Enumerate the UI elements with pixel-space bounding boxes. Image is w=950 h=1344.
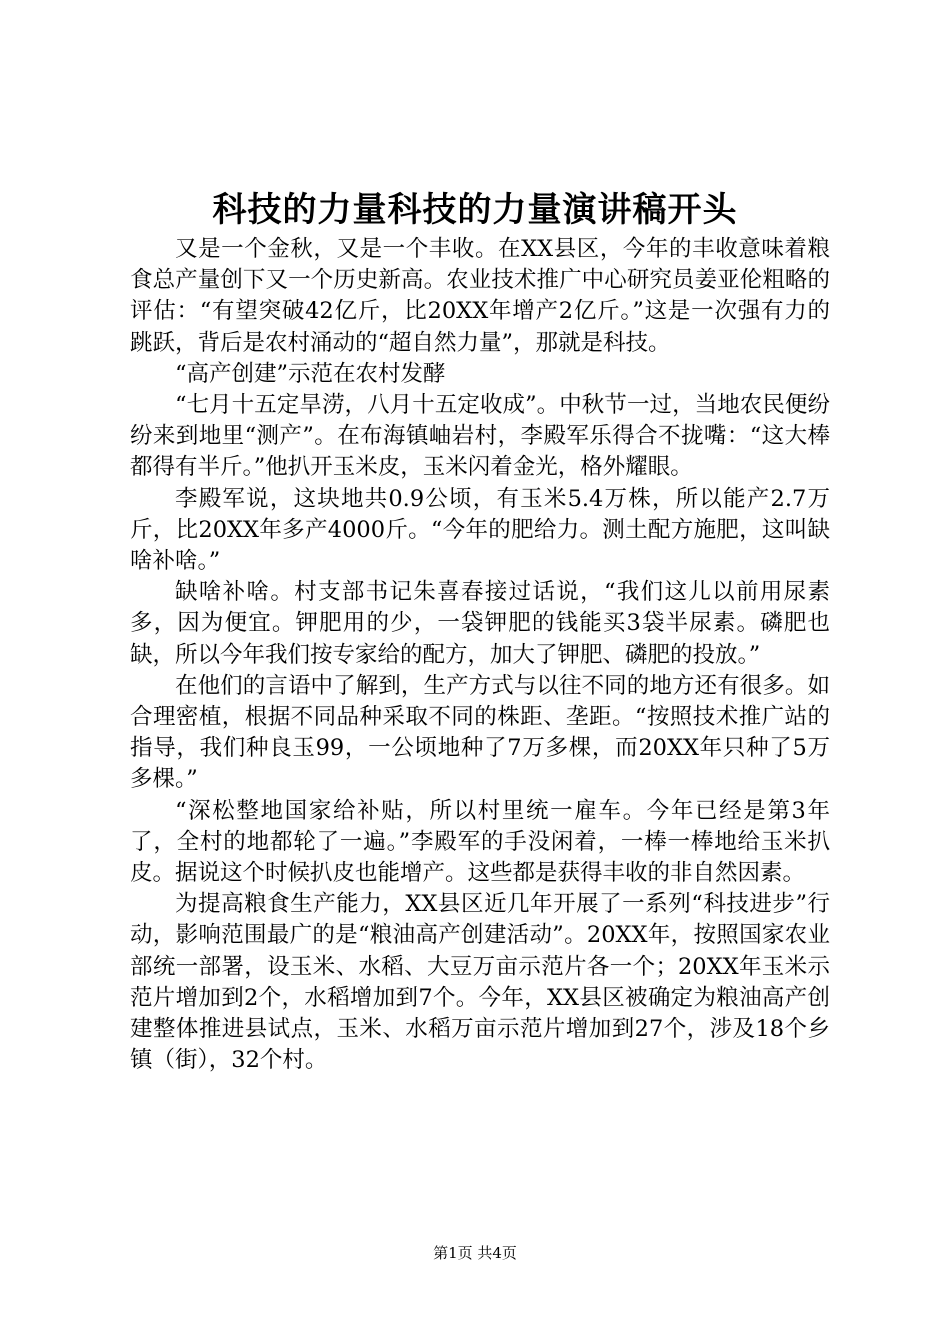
document-title: 科技的力量科技的力量演讲稿开头 (212, 190, 738, 230)
paragraph: 为提高粮食生产能力，XX县区近几年开展了一系列“科技进步”行动，影响范围最广的是“粮油高产创建活动”。20XX年，按照国家农业部统一部署，设玉米、水稻、大豆万亩示范片各一个；20XX年玉米示范片增加到2个，水稻增加到7个。今年，XX县区被确定为粮油高产创建整体推进县试点，玉米、水稻万亩示范片增加到27个，涉及18个乡镇（街），32个村。 (130, 891, 830, 1074)
paragraph: 在他们的言语中了解到，生产方式与以往不同的地方还有很多。如合理密植，根据不同品种采取不同的株距、垄距。“按照技术推广站的指导，我们种良玉99，一公顷地种了7万多棵，而20XX年只种了5万多棵。” (130, 672, 830, 793)
paragraph: 缺啥补啥。村支部书记朱喜春接过话说，“我们这儿以前用尿素多，因为便宜。钾肥用的少，一袋钾肥的钱能买3袋半尿素。磷肥也缺，所以今年我们按专家给的配方，加大了钾肥、磷肥的投放。” (130, 579, 830, 668)
paragraph: 李殿军说，这块地共0.9公顷，有玉米5.4万株，所以能产2.7万斤，比20XX年多产4000斤。“今年的肥给力。测土配方施肥，这叫缺啥补啥。” (130, 485, 830, 575)
paragraph: 又是一个金秋，又是一个丰收。在XX县区，今年的丰收意味着粮食总产量创下又一个历史新高。农业技术推广中心研究员姜亚伦粗略的评估：“有望突破42亿斤，比20XX年增产2亿斤。”这是一次强有力的跳跃，背后是农村涌动的“超自然力量”，那就是科技。 (130, 236, 830, 356)
section-heading: “高产创建”示范在农村发酵 (175, 360, 446, 387)
paragraph: “七月十五定旱涝，八月十五定收成”。中秋节一过，当地农民便纷纷来到地里“测产”。在布海镇岫岩村，李殿军乐得合不拢嘴：“这大棒都得有半斤。”他扒开玉米皮，玉米闪着金光，格外耀眼。 (130, 392, 830, 481)
document-body (130, 234, 830, 1076)
paragraph: “深松整地国家给补贴，所以村里统一雇车。今年已经是第3年了，全村的地都轮了一遍。”李殿军的手没闲着，一棒一棒地给玉米扒皮。据说这个时候扒皮也能增产。这些都是获得丰收的非自然因素。 (130, 797, 830, 887)
page-footer: 第1页 共4页 (433, 1244, 517, 1262)
